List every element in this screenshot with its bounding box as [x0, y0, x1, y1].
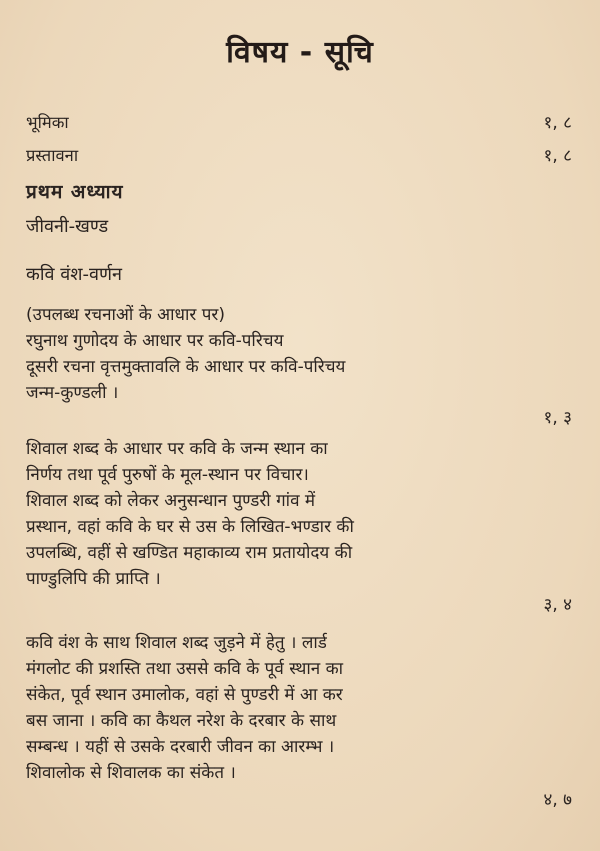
- toc-block-3-line: कवि वंश के साथ शिवाल शब्द जुड़ने में हेतु । लार्ड: [26, 633, 327, 653]
- toc-entry-prastavana-label: प्रस्तावना: [26, 146, 79, 165]
- toc-block-1-line: जन्म-कुण्डली ।: [26, 383, 119, 403]
- chapter-heading: प्रथम अध्याय: [26, 181, 124, 203]
- toc-block-1-line: रघुनाथ गुणोदय के आधार पर कवि-परिचय: [26, 331, 284, 351]
- toc-block-3-line: शिवालोक से शिवालक का संकेत ।: [26, 763, 236, 783]
- toc-block-1-pages: १, ३: [543, 408, 572, 428]
- toc-block-2: [26, 436, 481, 592]
- toc-block-3-line: मंगलोट की प्रशस्ति तथा उससे कवि के पूर्व स्थान का: [26, 659, 344, 679]
- page-title: विषय - सूचि: [226, 35, 374, 70]
- toc-block-2-line: शिवाल शब्द को लेकर अनुसन्धान पुण्डरी गांव में: [26, 491, 316, 511]
- toc-block-1-line: दूसरी रचना वृत्तमुक्तावलि के आधार पर कवि-परिचय: [26, 357, 346, 377]
- subsection-heading: कवि वंश-वर्णन: [26, 264, 122, 285]
- toc-block-3: [26, 630, 481, 786]
- toc-entry-bhumika-pages: १, ८: [543, 113, 572, 133]
- toc-block-2-pages: ३, ४: [543, 595, 572, 615]
- toc-block-3-line: बस जाना । कवि का कैथल नरेश के दरबार के साथ: [26, 711, 337, 731]
- toc-block-2-line: प्रस्थान, वहां कवि के घर से उस के लिखित-भण्डार की: [26, 517, 354, 537]
- toc-block-1: [26, 302, 481, 406]
- toc-entry-bhumika-label: भूमिका: [26, 113, 69, 132]
- toc-block-2-line: निर्णय तथा पूर्व पुरुषों के मूल-स्थान पर विचार।: [26, 465, 309, 485]
- section-heading: जीवनी-खण्ड: [26, 216, 109, 237]
- toc-block-2-line: पाण्डुलिपि की प्राप्ति ।: [26, 569, 161, 589]
- toc-block-1-line: (उपलब्ध रचनाओं के आधार पर): [26, 305, 225, 325]
- toc-block-3-line: संकेत, पूर्व स्थान उमालोक, वहां से पुण्डरी में आ कर: [26, 685, 343, 705]
- toc-block-2-line: शिवाल शब्द के आधार पर कवि के जन्म स्थान का: [26, 439, 328, 459]
- toc-block-3-pages: ४, ७: [543, 790, 572, 810]
- toc-block-3-line: सम्बन्ध । यहीं से उसके दरबारी जीवन का आरम्भ ।: [26, 737, 335, 757]
- toc-entry-prastavana-pages: १, ८: [543, 146, 572, 166]
- toc-block-2-line: उपलब्धि, वहीं से खण्डित महाकाव्य राम प्रतायोदय की: [26, 543, 353, 563]
